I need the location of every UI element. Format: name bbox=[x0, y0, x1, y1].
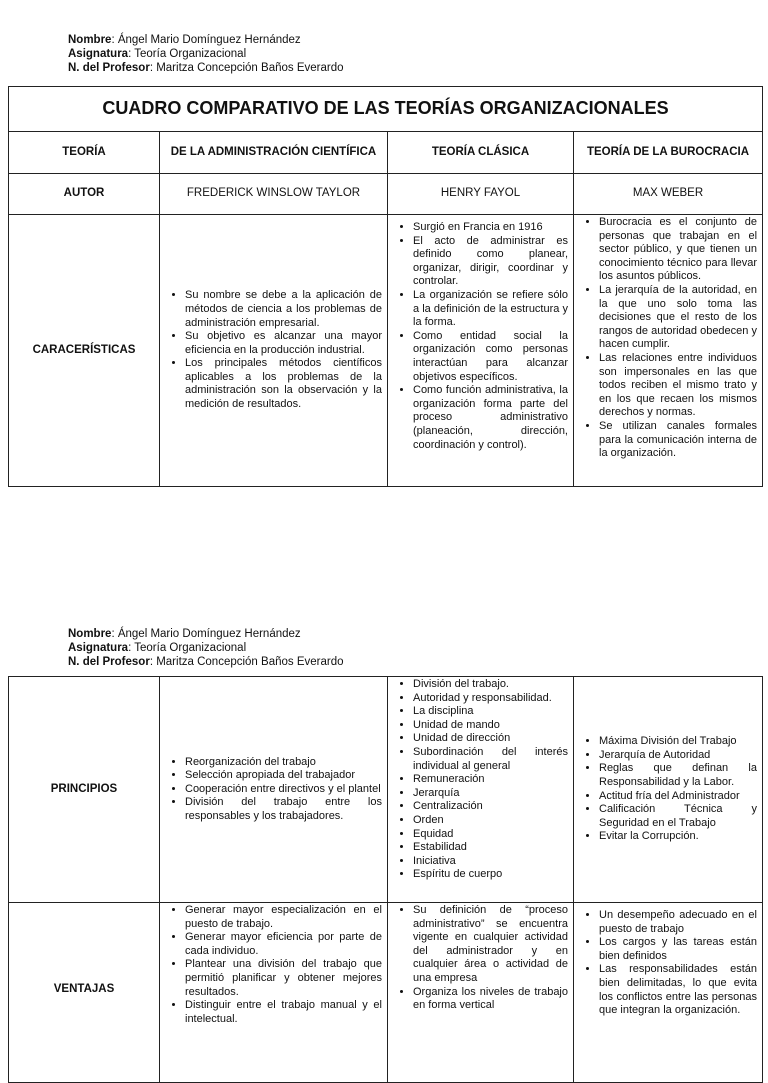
autor-clasica: HENRY FAYOL bbox=[388, 174, 574, 215]
list-item: • Su objetivo es alcanzar una mayor eficiencia en la producción industrial. bbox=[185, 330, 382, 357]
asignatura-value: : Teoría Organizacional bbox=[128, 48, 247, 60]
page2-header bbox=[68, 627, 344, 669]
list-item: • Surgió en Francia en 1916 bbox=[413, 221, 568, 235]
list-item: • Como entidad social la organización como personas interactúan para alcanzar objetivos específicos. bbox=[413, 330, 568, 384]
list-item: • Los cargos y las tareas están bien definidos bbox=[599, 936, 757, 963]
list-item: • Los principales métodos científicos aplicables a los problemas de la administración son la observación y la medición de resultados. bbox=[185, 357, 382, 411]
list-item: • Equidad bbox=[413, 828, 568, 842]
list-item: • Orden bbox=[413, 814, 568, 828]
list-item: • Un desempeño adecuado en el puesto de trabajo bbox=[599, 909, 757, 936]
profesor-value: : Maritza Concepción Baños Everardo bbox=[149, 656, 344, 668]
title-row bbox=[9, 87, 763, 132]
caracteristicas-clasica-list bbox=[393, 221, 568, 452]
list-item: • Su definición de “proceso administrativo” se encuentra vigente en cualquier actividad del administrador y en cualquier área o actividad de una empresa bbox=[413, 904, 568, 986]
list-item: • Subordinación del interés individual al general bbox=[413, 746, 568, 773]
list-item: • Centralización bbox=[413, 800, 568, 814]
nombre-line bbox=[68, 33, 344, 47]
header-burocracia: TEORÍA DE LA BUROCRACIA bbox=[574, 132, 763, 174]
list-item: • Burocracia es el conjunto de personas que trabajan en el sector público, y que tienen un conocimiento técnico para llevar los asuntos públicos. bbox=[599, 216, 757, 284]
list-item: • Actitud fría del Administrador bbox=[599, 790, 757, 804]
nombre-label: Nombre bbox=[68, 628, 112, 640]
list-item: • Cooperación entre directivos y el plantel bbox=[185, 783, 382, 797]
list-item: • Distinguir entre el trabajo manual y el intelectual. bbox=[185, 999, 382, 1026]
caracteristicas-cientifica-cell bbox=[160, 215, 388, 487]
caracteristicas-label: CARACERÍSTICAS bbox=[9, 215, 160, 487]
list-item: • Plantear una división del trabajo que permitió planificar y obtener mejores resultados. bbox=[185, 958, 382, 999]
autor-burocracia: MAX WEBER bbox=[574, 174, 763, 215]
list-item: • Reglas que definan la Responsabilidad y la Labor. bbox=[599, 762, 757, 789]
list-item: • Unidad de mando bbox=[413, 719, 568, 733]
caracteristicas-burocracia-cell bbox=[574, 215, 763, 487]
principios-clasica-list bbox=[393, 678, 568, 882]
list-item: • Estabilidad bbox=[413, 841, 568, 855]
list-item: • Las responsabilidades están bien delimitadas, lo que evita los conflictos entre las personas que integran la organización. bbox=[599, 963, 757, 1017]
list-item: • División del trabajo entre los responsables y los trabajadores. bbox=[185, 796, 382, 823]
list-item: • Generar mayor eficiencia por parte de cada individuo. bbox=[185, 931, 382, 958]
list-item: • Calificación Técnica y Seguridad en el Trabajo bbox=[599, 803, 757, 830]
header-row bbox=[9, 132, 763, 174]
ventajas-cientifica-cell bbox=[160, 903, 388, 1083]
list-item: • Jerarquía de Autoridad bbox=[599, 749, 757, 763]
list-item: • El acto de administrar es definido como planear, organizar, dirigir, coordinar y controlar. bbox=[413, 235, 568, 289]
list-item: • División del trabajo. bbox=[413, 678, 568, 692]
autor-row bbox=[9, 174, 763, 215]
asignatura-line bbox=[68, 47, 344, 61]
nombre-value: : Ángel Mario Domínguez Hernández bbox=[111, 628, 301, 640]
autor-label: AUTOR bbox=[9, 174, 160, 215]
page1-header bbox=[68, 33, 344, 75]
list-item: • Generar mayor especialización en el puesto de trabajo. bbox=[185, 904, 382, 931]
autor-cientifica: FREDERICK WINSLOW TAYLOR bbox=[160, 174, 388, 215]
asignatura-label: Asignatura bbox=[68, 48, 129, 60]
asignatura-label: Asignatura bbox=[68, 642, 129, 654]
profesor-line bbox=[68, 61, 344, 75]
list-item: • Jerarquía bbox=[413, 787, 568, 801]
ventajas-burocracia-list bbox=[579, 909, 757, 1018]
table-title: CUADRO COMPARATIVO DE LAS TEORÍAS ORGANIZACIONALES bbox=[9, 87, 763, 132]
list-item: • Espíritu de cuerpo bbox=[413, 868, 568, 882]
principios-cientifica-list bbox=[165, 756, 382, 824]
header-clasica: TEORÍA CLÁSICA bbox=[388, 132, 574, 174]
header-cientifica: DE LA ADMINISTRACIÓN CIENTÍFICA bbox=[160, 132, 388, 174]
ventajas-row bbox=[9, 903, 763, 1083]
list-item: • Autoridad y responsabilidad. bbox=[413, 692, 568, 706]
list-item: • Selección apropiada del trabajador bbox=[185, 769, 382, 783]
asignatura-line bbox=[68, 641, 344, 655]
principios-cientifica-cell bbox=[160, 677, 388, 903]
asignatura-value: : Teoría Organizacional bbox=[128, 642, 247, 654]
principios-burocracia-cell bbox=[574, 677, 763, 903]
list-item: • La disciplina bbox=[413, 705, 568, 719]
profesor-label: N. del Profesor bbox=[68, 656, 150, 668]
list-item: • La jerarquía de la autoridad, en la que uno solo toma las decisiones que el resto de los rangos de autoridad obedecen y hacen cumplir. bbox=[599, 284, 757, 352]
list-item: • Iniciativa bbox=[413, 855, 568, 869]
caracteristicas-row bbox=[9, 215, 763, 487]
list-item: • Su nombre se debe a la aplicación de métodos de ciencia a los problemas de administración empresarial. bbox=[185, 289, 382, 330]
profesor-label: N. del Profesor bbox=[68, 62, 150, 74]
nombre-line bbox=[68, 627, 344, 641]
ventajas-label: VENTAJAS bbox=[9, 903, 160, 1083]
principios-clasica-cell bbox=[388, 677, 574, 903]
list-item: • Remuneración bbox=[413, 773, 568, 787]
list-item: • La organización se refiere sólo a la definición de la estructura y la forma. bbox=[413, 289, 568, 330]
comparison-table-page1 bbox=[8, 86, 763, 487]
profesor-line bbox=[68, 655, 344, 669]
list-item: • Como función administrativa, la organización forma parte del proceso administrativo (planeación, dirección, coordinación y control). bbox=[413, 384, 568, 452]
header-teoria: TEORÍA bbox=[9, 132, 160, 174]
nombre-label: Nombre bbox=[68, 34, 112, 46]
caracteristicas-burocracia-list bbox=[579, 216, 757, 461]
ventajas-burocracia-cell bbox=[574, 903, 763, 1083]
principios-row bbox=[9, 677, 763, 903]
principios-burocracia-list bbox=[579, 735, 757, 844]
list-item: • Máxima División del Trabajo bbox=[599, 735, 757, 749]
ventajas-clasica-cell bbox=[388, 903, 574, 1083]
caracteristicas-clasica-cell bbox=[388, 215, 574, 487]
list-item: • Se utilizan canales formales para la comunicación interna de la organización. bbox=[599, 420, 757, 461]
comparison-table-page2 bbox=[8, 676, 763, 1083]
principios-label: PRINCIPIOS bbox=[9, 677, 160, 903]
list-item: • Organiza los niveles de trabajo en forma vertical bbox=[413, 986, 568, 1013]
list-item: • Reorganización del trabajo bbox=[185, 756, 382, 770]
list-item: • Evitar la Corrupción. bbox=[599, 830, 757, 844]
nombre-value: : Ángel Mario Domínguez Hernández bbox=[111, 34, 301, 46]
profesor-value: : Maritza Concepción Baños Everardo bbox=[149, 62, 344, 74]
ventajas-cientifica-list bbox=[165, 904, 382, 1026]
list-item: • Las relaciones entre individuos son impersonales en las que todos reciben el mismo trato y en los que recaen los mismos derechos y normas. bbox=[599, 352, 757, 420]
list-item: • Unidad de dirección bbox=[413, 732, 568, 746]
caracteristicas-cientifica-list bbox=[165, 289, 382, 411]
ventajas-clasica-list bbox=[393, 904, 568, 1013]
